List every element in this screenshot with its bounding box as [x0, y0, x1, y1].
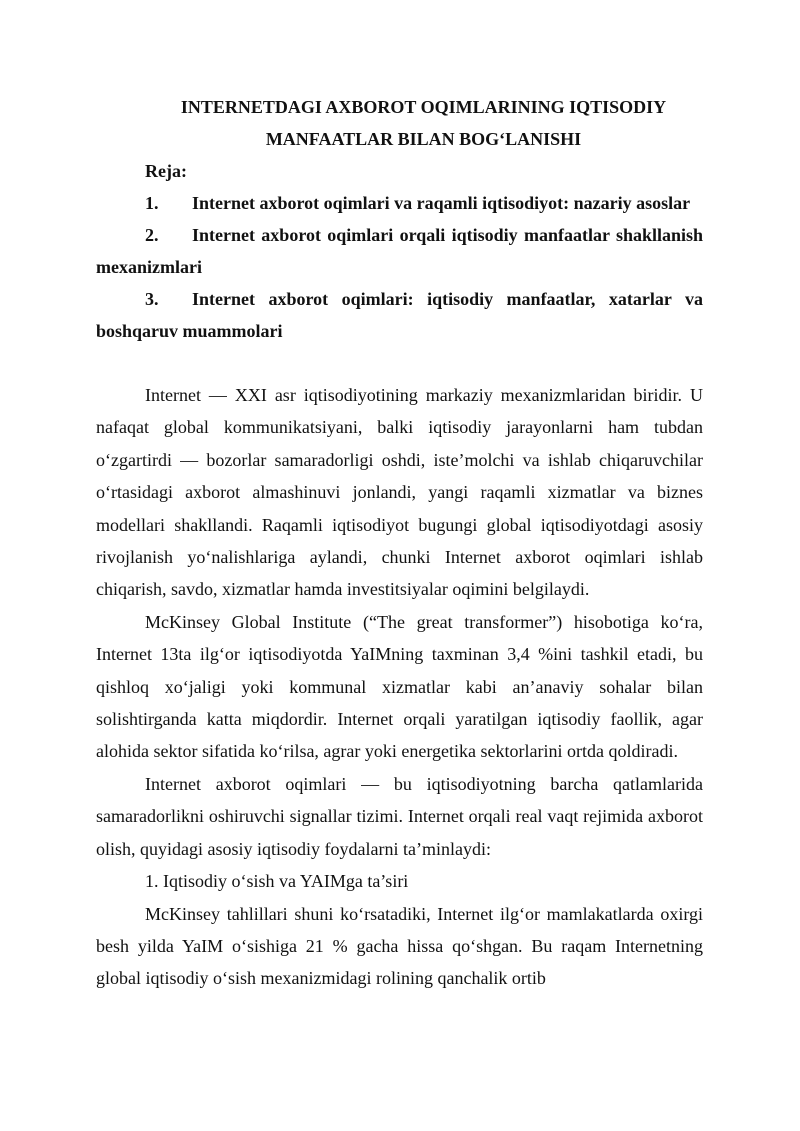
plan-item-text: Internet axborot oqimlari orqali iqtisodiy manfaatlar shakllanish mexanizmlari: [96, 225, 703, 277]
body-paragraph-3: Internet axborot oqimlari — bu iqtisodiyotning barcha qatlamlarida samaradorlikni oshiruvchi signallar tizimi. Internet orqali real vaqt rejimida axborot olish, quyidagi asosiy iqtisodiy foydalarni ta’minlaydi:: [96, 773, 703, 859]
plan-item-number: 2.: [145, 225, 159, 245]
numbered-subheading: 1. Iqtisodiy o‘sish va YAIMga ta’siri: [145, 871, 409, 892]
document-title: [144, 91, 703, 155]
section-spacer: [96, 347, 703, 379]
plan-item-number: 1.: [145, 193, 159, 213]
plan-item-2: [96, 219, 703, 283]
plan-item-text: Internet axborot oqimlari va raqamli iqtisodiyot: nazariy asoslar: [192, 193, 691, 213]
plan-item-number: 3.: [145, 289, 159, 309]
plan-item-text: Internet axborot oqimlari: iqtisodiy manfaatlar, xatarlar va boshqaruv muammolari: [96, 289, 703, 341]
plan-heading: Reja:: [145, 161, 187, 181]
title-line-1: INTERNETDAGI AXBOROT OQIMLARINING IQTISODIY: [180, 97, 667, 117]
plan-item-1: [96, 187, 703, 219]
body-paragraph-4: McKinsey tahlillari shuni ko‘rsatadiki, Internet ilg‘or mamlakatlarda oxirgi besh yilda YaIM o‘sishiga 21 % gacha hissa qo‘shgan. Bu raqam Internetning global iqtisodiy o‘sish mexanizmidagi rolining qanchalik ortib: [96, 903, 703, 989]
document-page: [96, 91, 703, 995]
body-paragraph-2: McKinsey Global Institute (“The great transformer”) hisobotiga ko‘ra, Internet 13ta ilg‘or iqtisodiyotda YaIMning taxminan 3,4 %ini tashkil etadi, bu qishloq xo‘jaligi yoki kommunal xizmatlar kabi an’anaviy sohalar bilan solishtirganda katta miqdordir. Internet orqali yaratilgan iqtisodiy faollik, agar alohida sektor sifatida ko‘rilsa, agrar yoki energetika sektorlarini ortda qoldiradi.: [96, 611, 703, 762]
title-line-2: MANFAATLAR BILAN BOG‘LANISHI: [265, 129, 582, 149]
body-paragraph-1: Internet — XXI asr iqtisodiyotining markaziy mexanizmlaridan biridir. U nafaqat global kommunikatsiyani, balki iqtisodiy jarayonlarni ham tubdan o‘zgartirdi — bozorlar samaradorligi oshdi, iste’molchi va ishlab chiqaruvchilar o‘rtasidagi axborot almashinuvi jonlandi, yangi raqamli xizmatlar va biznes modellari shakllandi. Raqamli iqtisodiyot bugungi global iqtisodiyotdagi asosiy rivojlanish yo‘nalishlariga aylandi, chunki Internet axborot oqimlari ishlab chiqarish, savdo, xizmatlar hamda investitsiyalar oqimini belgilaydi.: [96, 385, 703, 600]
plan-item-3: [96, 283, 703, 347]
